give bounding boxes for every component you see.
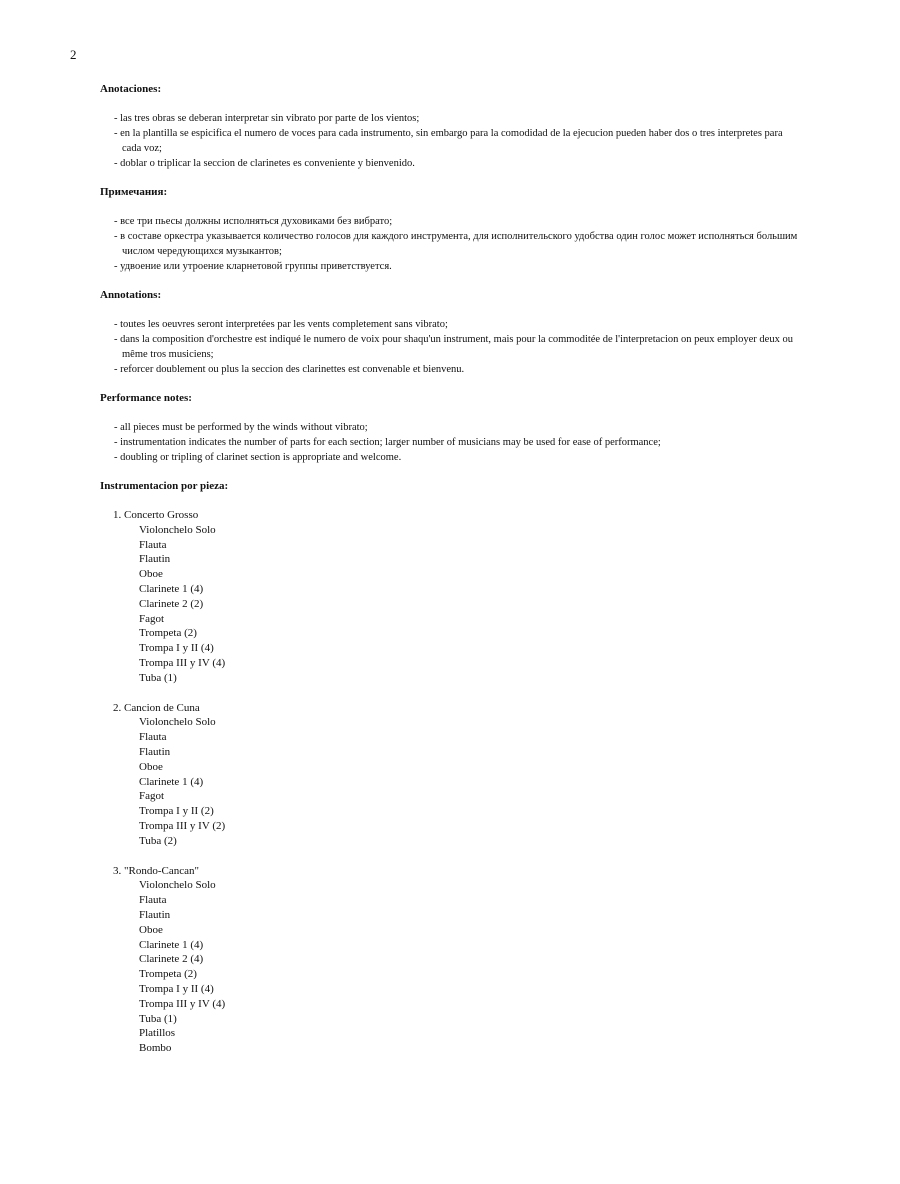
instrument-item: Tuba (1) <box>139 671 177 684</box>
instrument-item: Trompeta (2) <box>139 627 197 640</box>
instrument-item: Oboe <box>139 760 163 773</box>
piece-title: 3. "Rondo-Cancan" <box>113 864 199 877</box>
notes-list <box>100 420 800 465</box>
instrument-item: Clarinete 2 (2) <box>139 597 204 610</box>
instrument-item: Fagot <box>139 790 165 803</box>
note-item: - dans la composition d'orchestre est indiqué le numero de voix pour shaqu'un instrument, mais pour la commoditée de l'interpretacion on peux employer deux ou même tros musiciens; <box>114 334 793 360</box>
document-body <box>100 82 800 1071</box>
instrument-item: Clarinete 1 (4) <box>139 938 204 951</box>
note-item: - все три пьесы должны исполняться духовиками без вибрато; <box>114 216 393 227</box>
instrument-item: Flauta <box>139 538 167 551</box>
notes-section-french <box>100 288 800 377</box>
instrument-item: Violonchelo Solo <box>139 523 216 536</box>
section-title: Annotations: <box>100 289 162 301</box>
instrumentation-title: Instrumentacion por pieza: <box>100 480 229 492</box>
section-title: Anotaciones: <box>100 83 162 95</box>
instrument-item: Flautin <box>139 745 171 758</box>
instrument-item: Violonchelo Solo <box>139 716 216 729</box>
instrument-item: Violonchelo Solo <box>139 879 216 892</box>
instrument-item: Bombo <box>139 1042 172 1055</box>
instrument-item: Trompeta (2) <box>139 968 197 981</box>
instrument-item: Fagot <box>139 612 165 625</box>
instrument-item: Flautin <box>139 553 171 566</box>
instrument-item: Flauta <box>139 894 167 907</box>
instrument-item: Trompa III y IV (4) <box>139 656 226 669</box>
note-item: - en la plantilla se espicifica el numero de voces para cada instrumento, sin embargo para la comodidad de la ejecucion pueden haber dos o tres interpretes para cada voz; <box>114 128 783 154</box>
instrument-item: Trompa III y IV (4) <box>139 997 226 1010</box>
note-item: - instrumentation indicates the number of parts for each section; larger number of musicians may be used for ease of performance; <box>114 437 661 448</box>
instrument-item: Clarinete 1 (4) <box>139 582 204 595</box>
instrument-item: Tuba (2) <box>139 834 177 847</box>
page-number: 2 <box>70 47 77 62</box>
instrument-item: Clarinete 1 (4) <box>139 775 204 788</box>
note-item: - doubling or tripling of clarinet section is appropriate and welcome. <box>114 452 402 463</box>
instrument-list <box>113 878 800 1056</box>
note-item: - toutes les oeuvres seront interpretées par les vents completement sans vibrato; <box>114 319 448 330</box>
piece-title: 2. Cancion de Cuna <box>113 701 200 714</box>
instrument-item: Oboe <box>139 923 163 936</box>
piece-concerto-grosso <box>100 508 800 686</box>
notes-list <box>100 111 800 171</box>
instrument-item: Trompa III y IV (2) <box>139 819 226 832</box>
piece-title: 1. Concerto Grosso <box>113 509 199 521</box>
notes-section-russian <box>100 185 800 274</box>
section-title: Примечания: <box>100 186 168 198</box>
note-item: - reforcer doublement ou plus la seccion des clarinettes est convenable et bienvenu. <box>114 364 465 375</box>
section-title: Performance notes: <box>100 392 192 404</box>
note-item: - las tres obras se deberan interpretar sin vibrato por parte de los vientos; <box>114 113 420 124</box>
instrument-item: Trompa I y II (4) <box>139 642 214 655</box>
notes-list <box>100 214 800 274</box>
piece-rondo-cancan <box>100 864 800 1056</box>
instrument-list <box>113 715 800 848</box>
note-item: - удвоение или утроение кларнетовой группы приветствуется. <box>114 261 392 272</box>
piece-cancion-de-cuna <box>100 701 800 849</box>
instrument-list <box>113 523 800 686</box>
instrument-item: Tuba (1) <box>139 1012 177 1025</box>
notes-list <box>100 317 800 377</box>
instrumentation-section <box>100 479 800 1056</box>
note-item: - all pieces must be performed by the winds without vibrato; <box>114 422 368 433</box>
notes-section-english <box>100 391 800 465</box>
instrument-item: Clarinete 2 (4) <box>139 953 204 966</box>
note-item: - в составе оркестра указывается количество голосов для каждого инструмента, для исполнительского удобства один голос может исполняться большим числом чередующихся музыкантов; <box>114 231 798 257</box>
notes-section-spanish <box>100 82 800 171</box>
instrument-item: Trompa I y II (4) <box>139 982 214 995</box>
instrument-item: Flauta <box>139 731 167 744</box>
instrument-item: Flautin <box>139 908 171 921</box>
note-item: - doblar o triplicar la seccion de clarinetes es conveniente y bienvenido. <box>114 158 415 169</box>
instrument-item: Platillos <box>139 1027 176 1040</box>
instrument-item: Trompa I y II (2) <box>139 805 214 818</box>
instrument-item: Oboe <box>139 568 163 581</box>
